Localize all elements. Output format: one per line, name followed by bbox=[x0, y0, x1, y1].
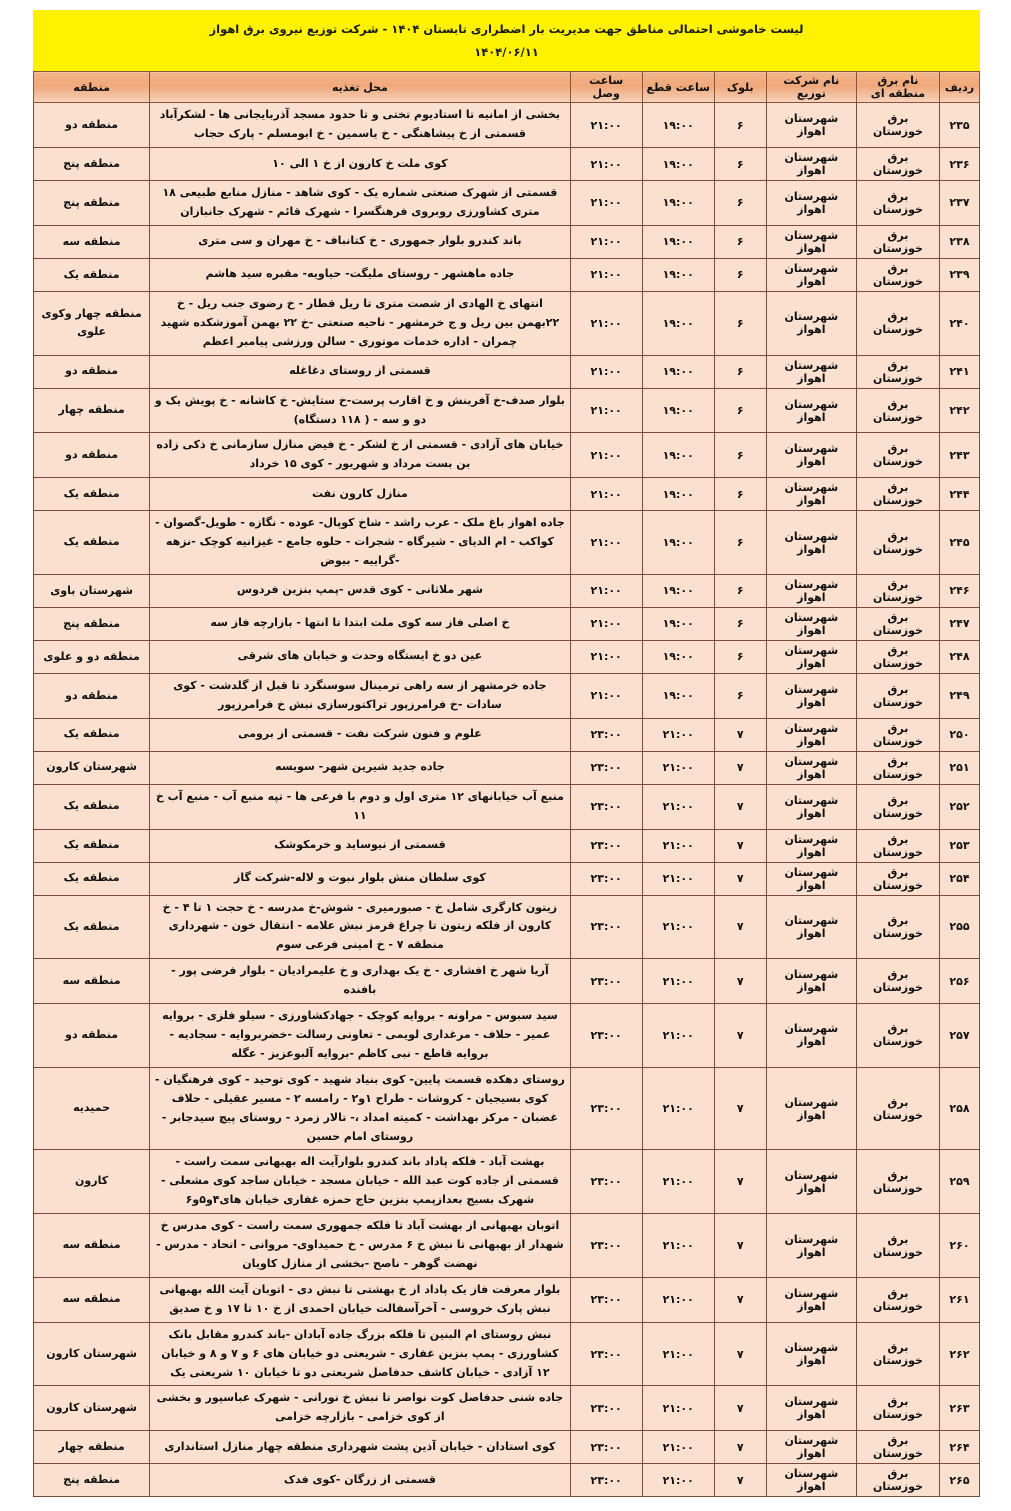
cell-outage-end: ۲۱:۰۰ bbox=[570, 148, 642, 181]
cell-feed-location: نبش روستای ام البنین تا فلکه بزرگ جاده آبادان -باند کندرو مقابل بانک کشاورزی - پمپ بنزین غفاری - شریعتی دو خیابان های ۶ و ۷ و ۸ و خیابان ۱۲ آزادی - خیابان کاشف حدفاصل شریعتی دو تا خیابان ۱۰ شریعتی یک bbox=[150, 1322, 570, 1386]
table-row bbox=[34, 640, 980, 673]
cell-block: ۶ bbox=[714, 181, 766, 226]
cell-region: برق خوزستان bbox=[856, 574, 939, 607]
cell-outage-end: ۲۳:۰۰ bbox=[570, 862, 642, 895]
cell-company: شهرستان اهواز bbox=[766, 829, 856, 862]
cell-company: شهرستان اهواز bbox=[766, 607, 856, 640]
cell-company: شهرستان اهواز bbox=[766, 574, 856, 607]
cell-feed-location: قسمتی از روستای دغاغله bbox=[150, 355, 570, 388]
cell-company: شهرستان اهواز bbox=[766, 181, 856, 226]
cell-index: ۲۵۷ bbox=[939, 1004, 979, 1068]
cell-outage-start: ۱۹:۰۰ bbox=[642, 673, 714, 718]
cell-feed-location: کوی سلطان منش بلوار نبوت و لاله-شرکت گاز bbox=[150, 862, 570, 895]
cell-outage-start: ۲۱:۰۰ bbox=[642, 1386, 714, 1431]
cell-feed-location: شهر ملاثانی - کوی قدس -پمپ بنزین فردوس bbox=[150, 574, 570, 607]
cell-block: ۶ bbox=[714, 433, 766, 478]
cell-outage-end: ۲۳:۰۰ bbox=[570, 1214, 642, 1278]
cell-zone: شهرستان باوی bbox=[34, 574, 150, 607]
cell-outage-start: ۱۹:۰۰ bbox=[642, 511, 714, 575]
table-row bbox=[34, 959, 980, 1004]
cell-feed-location: کوی استادان - خیابان آذین پشت شهرداری منطقه چهار منازل استانداری bbox=[150, 1431, 570, 1464]
cell-outage-end: ۲۱:۰۰ bbox=[570, 607, 642, 640]
cell-outage-start: ۲۱:۰۰ bbox=[642, 1431, 714, 1464]
cell-zone: منطقه یک bbox=[34, 258, 150, 291]
cell-block: ۷ bbox=[714, 1464, 766, 1497]
cell-index: ۲۴۴ bbox=[939, 478, 979, 511]
cell-region: برق خوزستان bbox=[856, 829, 939, 862]
cell-region: برق خوزستان bbox=[856, 1067, 939, 1150]
cell-feed-location: بلوار صدف-خ آفرینش و خ اقارب پرست-خ ستایش- خ کاشانه - خ پویش یک و دو و سه - ( ۱۱۸ دستگاه) bbox=[150, 388, 570, 433]
table-row bbox=[34, 1431, 980, 1464]
cell-company: شهرستان اهواز bbox=[766, 751, 856, 784]
cell-block: ۶ bbox=[714, 103, 766, 148]
cell-region: برق خوزستان bbox=[856, 895, 939, 959]
cell-outage-start: ۱۹:۰۰ bbox=[642, 103, 714, 148]
table-row bbox=[34, 478, 980, 511]
cell-outage-start: ۱۹:۰۰ bbox=[642, 225, 714, 258]
table-row bbox=[34, 607, 980, 640]
cell-company: شهرستان اهواز bbox=[766, 640, 856, 673]
cell-zone: منطقه یک bbox=[34, 784, 150, 829]
cell-outage-end: ۲۳:۰۰ bbox=[570, 1004, 642, 1068]
cell-region: برق خوزستان bbox=[856, 1431, 939, 1464]
cell-outage-start: ۲۱:۰۰ bbox=[642, 829, 714, 862]
cell-region: برق خوزستان bbox=[856, 1464, 939, 1497]
cell-block: ۶ bbox=[714, 478, 766, 511]
cell-zone: منطقه دو bbox=[34, 1004, 150, 1068]
cell-zone: منطقه پنج bbox=[34, 181, 150, 226]
cell-zone: شهرستان کارون bbox=[34, 1322, 150, 1386]
cell-company: شهرستان اهواز bbox=[766, 784, 856, 829]
cell-index: ۲۳۸ bbox=[939, 225, 979, 258]
page-title: لیست خاموشی احتمالی مناطق جهت مدیریت بار اضطراری تابستان ۱۴۰۴ - شرکت توزیع نیروی برق اهواز bbox=[209, 22, 804, 36]
table-row bbox=[34, 1386, 980, 1431]
cell-region: برق خوزستان bbox=[856, 1214, 939, 1278]
cell-outage-start: ۲۱:۰۰ bbox=[642, 862, 714, 895]
cell-company: شهرستان اهواز bbox=[766, 1214, 856, 1278]
column-header-feed: محل تغذیه bbox=[150, 72, 570, 103]
cell-index: ۲۶۱ bbox=[939, 1277, 979, 1322]
cell-zone: منطقه یک bbox=[34, 718, 150, 751]
cell-region: برق خوزستان bbox=[856, 103, 939, 148]
cell-feed-location: کوی ملت خ کارون از خ ۱ الی ۱۰ bbox=[150, 148, 570, 181]
table-row bbox=[34, 103, 980, 148]
cell-outage-end: ۲۱:۰۰ bbox=[570, 640, 642, 673]
cell-outage-start: ۱۹:۰۰ bbox=[642, 388, 714, 433]
cell-feed-location: انتهای خ الهادی از شصت متری تا ریل قطار - خ رضوی جنب ریل - خ ۲۲بهمن بین ریل و ج خرمشهر - ناحیه صنعتی -خ ۲۲ بهمن آموزشکده شهید چمران - اداره خدمات موتوری - سالن ورزشی پیامبر اعظم bbox=[150, 291, 570, 355]
cell-region: برق خوزستان bbox=[856, 784, 939, 829]
cell-index: ۲۵۶ bbox=[939, 959, 979, 1004]
cell-region: برق خوزستان bbox=[856, 640, 939, 673]
cell-feed-location: جاده خرمشهر از سه راهی ترمینال سوسنگرد تا قبل از گلدشت - کوی سادات -خ فرامرزپور تراکتورسازی نبش خ فرامرزپور bbox=[150, 673, 570, 718]
cell-feed-location: بلوار معرفت فاز یک پاداد از خ بهشتی تا نبش دی - اتوبان آیت الله بهبهانی نبش پارک خروسی - آخرآسفالت خیابان احمدی از خ ۱۰ تا ۱۷ و خ صدیق bbox=[150, 1277, 570, 1322]
cell-block: ۷ bbox=[714, 1322, 766, 1386]
column-header-block: بلوک bbox=[714, 72, 766, 103]
cell-region: برق خوزستان bbox=[856, 1004, 939, 1068]
cell-index: ۲۴۳ bbox=[939, 433, 979, 478]
cell-outage-start: ۲۱:۰۰ bbox=[642, 1150, 714, 1214]
table-row bbox=[34, 181, 980, 226]
cell-company: شهرستان اهواز bbox=[766, 103, 856, 148]
cell-outage-start: ۲۱:۰۰ bbox=[642, 959, 714, 1004]
cell-feed-location: جاده جدید شیرین شهر- سویسه bbox=[150, 751, 570, 784]
cell-region: برق خوزستان bbox=[856, 959, 939, 1004]
cell-outage-start: ۱۹:۰۰ bbox=[642, 433, 714, 478]
table-row bbox=[34, 355, 980, 388]
cell-company: شهرستان اهواز bbox=[766, 258, 856, 291]
cell-feed-location: باند کندرو بلوار جمهوری - خ کتانباف - خ مهران و سی متری bbox=[150, 225, 570, 258]
cell-outage-start: ۲۱:۰۰ bbox=[642, 895, 714, 959]
cell-zone: منطقه دو bbox=[34, 355, 150, 388]
cell-outage-start: ۲۱:۰۰ bbox=[642, 751, 714, 784]
cell-outage-end: ۲۱:۰۰ bbox=[570, 673, 642, 718]
cell-index: ۲۵۵ bbox=[939, 895, 979, 959]
table-row bbox=[34, 1322, 980, 1386]
cell-zone: حمیدیه bbox=[34, 1067, 150, 1150]
table-row bbox=[34, 1214, 980, 1278]
table-row bbox=[34, 829, 980, 862]
cell-region: برق خوزستان bbox=[856, 1386, 939, 1431]
cell-block: ۷ bbox=[714, 1150, 766, 1214]
cell-block: ۶ bbox=[714, 388, 766, 433]
cell-block: ۶ bbox=[714, 291, 766, 355]
cell-outage-end: ۲۱:۰۰ bbox=[570, 511, 642, 575]
column-header-company: نام شرکت توزیع bbox=[766, 72, 856, 103]
cell-outage-end: ۲۱:۰۰ bbox=[570, 181, 642, 226]
cell-company: شهرستان اهواز bbox=[766, 1386, 856, 1431]
cell-region: برق خوزستان bbox=[856, 355, 939, 388]
cell-company: شهرستان اهواز bbox=[766, 895, 856, 959]
cell-block: ۷ bbox=[714, 1067, 766, 1150]
cell-outage-start: ۱۹:۰۰ bbox=[642, 478, 714, 511]
table-row bbox=[34, 148, 980, 181]
cell-zone: منطقه دو bbox=[34, 673, 150, 718]
cell-company: شهرستان اهواز bbox=[766, 478, 856, 511]
cell-region: برق خوزستان bbox=[856, 291, 939, 355]
cell-outage-start: ۱۹:۰۰ bbox=[642, 181, 714, 226]
cell-index: ۲۵۱ bbox=[939, 751, 979, 784]
cell-block: ۶ bbox=[714, 607, 766, 640]
cell-company: شهرستان اهواز bbox=[766, 959, 856, 1004]
cell-block: ۶ bbox=[714, 258, 766, 291]
cell-outage-end: ۲۱:۰۰ bbox=[570, 433, 642, 478]
cell-region: برق خوزستان bbox=[856, 673, 939, 718]
cell-zone: منطقه پنج bbox=[34, 607, 150, 640]
column-header-on: ساعت وصل bbox=[570, 72, 642, 103]
cell-outage-start: ۱۹:۰۰ bbox=[642, 291, 714, 355]
cell-company: شهرستان اهواز bbox=[766, 1464, 856, 1497]
cell-outage-start: ۱۹:۰۰ bbox=[642, 574, 714, 607]
column-header-idx: ردیف bbox=[939, 72, 979, 103]
cell-block: ۶ bbox=[714, 640, 766, 673]
cell-outage-start: ۲۱:۰۰ bbox=[642, 718, 714, 751]
cell-company: شهرستان اهواز bbox=[766, 1067, 856, 1150]
table-row bbox=[34, 718, 980, 751]
cell-company: شهرستان اهواز bbox=[766, 1322, 856, 1386]
cell-company: شهرستان اهواز bbox=[766, 862, 856, 895]
cell-index: ۲۴۲ bbox=[939, 388, 979, 433]
table-row bbox=[34, 225, 980, 258]
outage-table bbox=[33, 71, 980, 1497]
cell-outage-end: ۲۳:۰۰ bbox=[570, 1067, 642, 1150]
cell-index: ۲۶۵ bbox=[939, 1464, 979, 1497]
table-row bbox=[34, 895, 980, 959]
cell-block: ۶ bbox=[714, 355, 766, 388]
cell-feed-location: خیابان های آزادی - قسمتی از خ لشکر - خ فیض منازل سازمانی خ ذکی زاده بن بست مرداد و شهریور - کوی ۱۵ خرداد bbox=[150, 433, 570, 478]
cell-index: ۲۳۷ bbox=[939, 181, 979, 226]
cell-feed-location: بهشت آباد - فلکه پاداد باند کندرو بلوارآیت اله بهبهانی سمت راست - قسمتی از جاده کوت عبد الله - خیابان مسجد - خیابان ساجد کوی مشعلی - شهرک بسیج بعدازپمپ بنزین حاج حمزه غفاری خیابان های۴و۵و۶ bbox=[150, 1150, 570, 1214]
cell-feed-location: جاده ماهشهر - روستای ملیگت- حیاویه- مقبره سید هاشم bbox=[150, 258, 570, 291]
cell-feed-location: جاده شنی حدفاصل کوت نواصر تا نبش خ نورانی - شهرک عباسپور و بخشی از کوی خزامی - بازارچه خزامی bbox=[150, 1386, 570, 1431]
column-header-off: ساعت قطع bbox=[642, 72, 714, 103]
cell-company: شهرستان اهواز bbox=[766, 291, 856, 355]
cell-company: شهرستان اهواز bbox=[766, 1150, 856, 1214]
cell-feed-location: اتوبان بهبهانی از بهشت آباد تا فلکه جمهوری سمت راست - کوی مدرس خ شهدار از بهبهانی تا نبش خ ۶ مدرس - خ حمیداوی- مروانی - اتحاد - مدرس - نهضت گوهر - ناصح -بخشی از منازل کاویان bbox=[150, 1214, 570, 1278]
cell-feed-location: روستای دهکده قسمت پایین- کوی بنیاد شهید - کوی توحید - کوی فرهنگیان - کوی بسیجیان - کروشات - طراح ۱و۲ - رامسه ۲ - مسیر عقیلی - حلاف غضبان - مرکز بهداشت - کمیته امداد ،- تالار زمرد - روستای پیچ سیدجابر - روستای امام حسین bbox=[150, 1067, 570, 1150]
cell-zone: منطقه پنج bbox=[34, 1464, 150, 1497]
cell-block: ۷ bbox=[714, 784, 766, 829]
cell-zone: منطقه یک bbox=[34, 895, 150, 959]
cell-index: ۲۳۹ bbox=[939, 258, 979, 291]
cell-outage-end: ۲۳:۰۰ bbox=[570, 1386, 642, 1431]
cell-feed-location: منازل کارون نفت bbox=[150, 478, 570, 511]
cell-block: ۶ bbox=[714, 574, 766, 607]
table-row bbox=[34, 673, 980, 718]
cell-region: برق خوزستان bbox=[856, 225, 939, 258]
table-row bbox=[34, 751, 980, 784]
table-header-row bbox=[34, 72, 980, 103]
cell-zone: منطقه یک bbox=[34, 478, 150, 511]
cell-feed-location: قسمتی از شهرک صنعتی شماره یک - کوی شاهد - منازل منابع طبیعی ۱۸ متری کشاورزی روبروی فرهنگسرا - شهرک قائم - شهرک جانبازان bbox=[150, 181, 570, 226]
cell-zone: منطقه دو bbox=[34, 103, 150, 148]
table-row bbox=[34, 1277, 980, 1322]
cell-company: شهرستان اهواز bbox=[766, 355, 856, 388]
cell-index: ۲۴۵ bbox=[939, 511, 979, 575]
cell-index: ۲۵۰ bbox=[939, 718, 979, 751]
cell-region: برق خوزستان bbox=[856, 148, 939, 181]
cell-index: ۲۵۹ bbox=[939, 1150, 979, 1214]
cell-outage-start: ۲۱:۰۰ bbox=[642, 1322, 714, 1386]
cell-region: برق خوزستان bbox=[856, 718, 939, 751]
cell-block: ۷ bbox=[714, 959, 766, 1004]
cell-zone: شهرستان کارون bbox=[34, 1386, 150, 1431]
cell-zone: منطقه چهار وکوی علوی bbox=[34, 291, 150, 355]
cell-block: ۷ bbox=[714, 1214, 766, 1278]
cell-index: ۲۵۳ bbox=[939, 829, 979, 862]
cell-block: ۷ bbox=[714, 718, 766, 751]
cell-block: ۷ bbox=[714, 751, 766, 784]
cell-index: ۲۶۴ bbox=[939, 1431, 979, 1464]
cell-region: برق خوزستان bbox=[856, 511, 939, 575]
cell-index: ۲۴۰ bbox=[939, 291, 979, 355]
cell-index: ۲۴۸ bbox=[939, 640, 979, 673]
cell-feed-location: بخشی از امانیه تا استادیوم تختی و تا حدود مسجد آذربایجانی ها - لشکرآباد قسمتی از خ پیشاهنگی - خ یاسمین - خ ابومسلم - پارک حجاب bbox=[150, 103, 570, 148]
table-row bbox=[34, 258, 980, 291]
cell-block: ۷ bbox=[714, 1004, 766, 1068]
cell-outage-end: ۲۳:۰۰ bbox=[570, 895, 642, 959]
cell-outage-end: ۲۳:۰۰ bbox=[570, 1431, 642, 1464]
cell-index: ۲۵۴ bbox=[939, 862, 979, 895]
cell-outage-start: ۱۹:۰۰ bbox=[642, 355, 714, 388]
table-row bbox=[34, 433, 980, 478]
cell-feed-location: زیتون کارگری شامل خ - صبورمیری - شوش-خ مدرسه - خ حجت ۱ تا ۴ - خ کارون از فلکه زیتون تا چراغ قرمز نبش علامه - انتقال خون - شهرداری منطقه ۷ - خ امینی فرعی سوم bbox=[150, 895, 570, 959]
cell-outage-end: ۲۱:۰۰ bbox=[570, 355, 642, 388]
cell-region: برق خوزستان bbox=[856, 1322, 939, 1386]
table-body bbox=[34, 103, 980, 1497]
cell-index: ۲۴۹ bbox=[939, 673, 979, 718]
cell-outage-end: ۲۳:۰۰ bbox=[570, 1150, 642, 1214]
cell-company: شهرستان اهواز bbox=[766, 511, 856, 575]
cell-outage-start: ۱۹:۰۰ bbox=[642, 148, 714, 181]
cell-block: ۶ bbox=[714, 225, 766, 258]
cell-block: ۷ bbox=[714, 1277, 766, 1322]
cell-index: ۲۳۶ bbox=[939, 148, 979, 181]
cell-feed-location: منبع آب خیابانهای ۱۲ متری اول و دوم با فرعی ها - تپه منبع آب - منبع آب خ ۱۱ bbox=[150, 784, 570, 829]
cell-zone: منطقه دو bbox=[34, 433, 150, 478]
cell-company: شهرستان اهواز bbox=[766, 148, 856, 181]
cell-feed-location: آریا شهر خ افشاری - خ یک بهداری و خ علیمرادیان - بلوار فرضی پور - بافنده bbox=[150, 959, 570, 1004]
cell-outage-start: ۱۹:۰۰ bbox=[642, 640, 714, 673]
table-row bbox=[34, 511, 980, 575]
cell-company: شهرستان اهواز bbox=[766, 433, 856, 478]
cell-feed-location: قسمتی از زرگان -کوی فدک bbox=[150, 1464, 570, 1497]
table-row bbox=[34, 1004, 980, 1068]
cell-feed-location: خ اصلی فاز سه کوی ملت ابتدا تا انتها - بازارچه فاز سه bbox=[150, 607, 570, 640]
cell-zone: منطقه سه bbox=[34, 959, 150, 1004]
cell-zone: منطقه یک bbox=[34, 862, 150, 895]
cell-index: ۲۴۶ bbox=[939, 574, 979, 607]
cell-outage-end: ۲۳:۰۰ bbox=[570, 1464, 642, 1497]
cell-feed-location: علوم و فنون شرکت نفت - قسمتی از برومی bbox=[150, 718, 570, 751]
cell-company: شهرستان اهواز bbox=[766, 673, 856, 718]
cell-zone: منطقه یک bbox=[34, 829, 150, 862]
cell-index: ۲۶۳ bbox=[939, 1386, 979, 1431]
cell-outage-end: ۲۱:۰۰ bbox=[570, 103, 642, 148]
table-row bbox=[34, 388, 980, 433]
cell-zone: منطقه چهار bbox=[34, 388, 150, 433]
cell-block: ۷ bbox=[714, 862, 766, 895]
cell-region: برق خوزستان bbox=[856, 478, 939, 511]
cell-zone: کارون bbox=[34, 1150, 150, 1214]
cell-outage-end: ۲۳:۰۰ bbox=[570, 784, 642, 829]
table-row bbox=[34, 574, 980, 607]
cell-region: برق خوزستان bbox=[856, 433, 939, 478]
cell-company: شهرستان اهواز bbox=[766, 1431, 856, 1464]
cell-block: ۶ bbox=[714, 148, 766, 181]
table-row bbox=[34, 291, 980, 355]
table-row bbox=[34, 862, 980, 895]
cell-outage-start: ۱۹:۰۰ bbox=[642, 607, 714, 640]
cell-outage-start: ۲۱:۰۰ bbox=[642, 1067, 714, 1150]
cell-feed-location: سید سبوس - مراونه - بروایه کوچک - جهادکشاورزی - سیلو فلزی - بروایه عمیر - حلاف - مرغداری لویمی - تعاونی رسالت -خضربروایه - سجادیه - بروایه قاطع - نبی کاظم -بروایه آلبوعزیز - عگله bbox=[150, 1004, 570, 1068]
cell-company: شهرستان اهواز bbox=[766, 388, 856, 433]
column-header-zone: منطقه bbox=[34, 72, 150, 103]
cell-company: شهرستان اهواز bbox=[766, 1004, 856, 1068]
cell-zone: منطقه سه bbox=[34, 1214, 150, 1278]
cell-outage-end: ۲۳:۰۰ bbox=[570, 1322, 642, 1386]
cell-block: ۷ bbox=[714, 1431, 766, 1464]
cell-zone: منطقه سه bbox=[34, 225, 150, 258]
cell-outage-end: ۲۳:۰۰ bbox=[570, 718, 642, 751]
cell-index: ۲۴۱ bbox=[939, 355, 979, 388]
cell-zone: منطقه سه bbox=[34, 1277, 150, 1322]
cell-region: برق خوزستان bbox=[856, 751, 939, 784]
cell-block: ۶ bbox=[714, 673, 766, 718]
table-row bbox=[34, 784, 980, 829]
cell-region: برق خوزستان bbox=[856, 388, 939, 433]
cell-outage-end: ۲۱:۰۰ bbox=[570, 478, 642, 511]
cell-outage-end: ۲۳:۰۰ bbox=[570, 829, 642, 862]
cell-block: ۷ bbox=[714, 895, 766, 959]
table-row bbox=[34, 1067, 980, 1150]
cell-outage-start: ۲۱:۰۰ bbox=[642, 1277, 714, 1322]
cell-company: شهرستان اهواز bbox=[766, 225, 856, 258]
cell-block: ۷ bbox=[714, 829, 766, 862]
cell-feed-location: قسمتی از نیوساید و خرمکوشک bbox=[150, 829, 570, 862]
cell-outage-end: ۲۱:۰۰ bbox=[570, 574, 642, 607]
cell-outage-end: ۲۱:۰۰ bbox=[570, 388, 642, 433]
cell-zone: منطقه یک bbox=[34, 511, 150, 575]
column-header-region: نام برق منطقه ای bbox=[856, 72, 939, 103]
table-header bbox=[34, 72, 980, 103]
table-row bbox=[34, 1150, 980, 1214]
cell-outage-end: ۲۱:۰۰ bbox=[570, 258, 642, 291]
page-date: ۱۴۰۴/۰۶/۱۱ bbox=[474, 45, 539, 60]
cell-outage-end: ۲۳:۰۰ bbox=[570, 959, 642, 1004]
cell-block: ۶ bbox=[714, 511, 766, 575]
cell-company: شهرستان اهواز bbox=[766, 1277, 856, 1322]
cell-outage-start: ۲۱:۰۰ bbox=[642, 784, 714, 829]
cell-index: ۲۶۰ bbox=[939, 1214, 979, 1278]
cell-index: ۲۳۵ bbox=[939, 103, 979, 148]
cell-index: ۲۵۸ bbox=[939, 1067, 979, 1150]
table-row bbox=[34, 1464, 980, 1497]
cell-region: برق خوزستان bbox=[856, 862, 939, 895]
cell-zone: شهرستان کارون bbox=[34, 751, 150, 784]
cell-zone: منطقه پنج bbox=[34, 148, 150, 181]
cell-company: شهرستان اهواز bbox=[766, 718, 856, 751]
cell-index: ۲۴۷ bbox=[939, 607, 979, 640]
cell-region: برق خوزستان bbox=[856, 1150, 939, 1214]
cell-outage-end: ۲۱:۰۰ bbox=[570, 291, 642, 355]
cell-feed-location: جاده اهواز باغ ملک - عرب راشد - شاخ کوپال- عوده - نگازه - طویل-گصوان - کواکب - ام الدیای - شیرگاه - شجرات - حلوه جامع - غیزانیه کوچک -نزهه -گراییه - بیوض bbox=[150, 511, 570, 575]
cell-block: ۷ bbox=[714, 1386, 766, 1431]
cell-index: ۲۶۲ bbox=[939, 1322, 979, 1386]
cell-feed-location: عین دو خ ایستگاه وحدت و خیابان های شرقی bbox=[150, 640, 570, 673]
cell-region: برق خوزستان bbox=[856, 1277, 939, 1322]
cell-outage-end: ۲۳:۰۰ bbox=[570, 1277, 642, 1322]
document-title-banner bbox=[33, 10, 980, 71]
cell-zone: منطقه چهار bbox=[34, 1431, 150, 1464]
cell-region: برق خوزستان bbox=[856, 607, 939, 640]
cell-index: ۲۵۲ bbox=[939, 784, 979, 829]
cell-outage-end: ۲۳:۰۰ bbox=[570, 751, 642, 784]
cell-outage-start: ۱۹:۰۰ bbox=[642, 258, 714, 291]
cell-outage-end: ۲۱:۰۰ bbox=[570, 225, 642, 258]
cell-outage-start: ۲۱:۰۰ bbox=[642, 1004, 714, 1068]
cell-outage-start: ۲۱:۰۰ bbox=[642, 1464, 714, 1497]
cell-zone: منطقه دو و علوی bbox=[34, 640, 150, 673]
cell-region: برق خوزستان bbox=[856, 181, 939, 226]
cell-outage-start: ۲۱:۰۰ bbox=[642, 1214, 714, 1278]
cell-region: برق خوزستان bbox=[856, 258, 939, 291]
